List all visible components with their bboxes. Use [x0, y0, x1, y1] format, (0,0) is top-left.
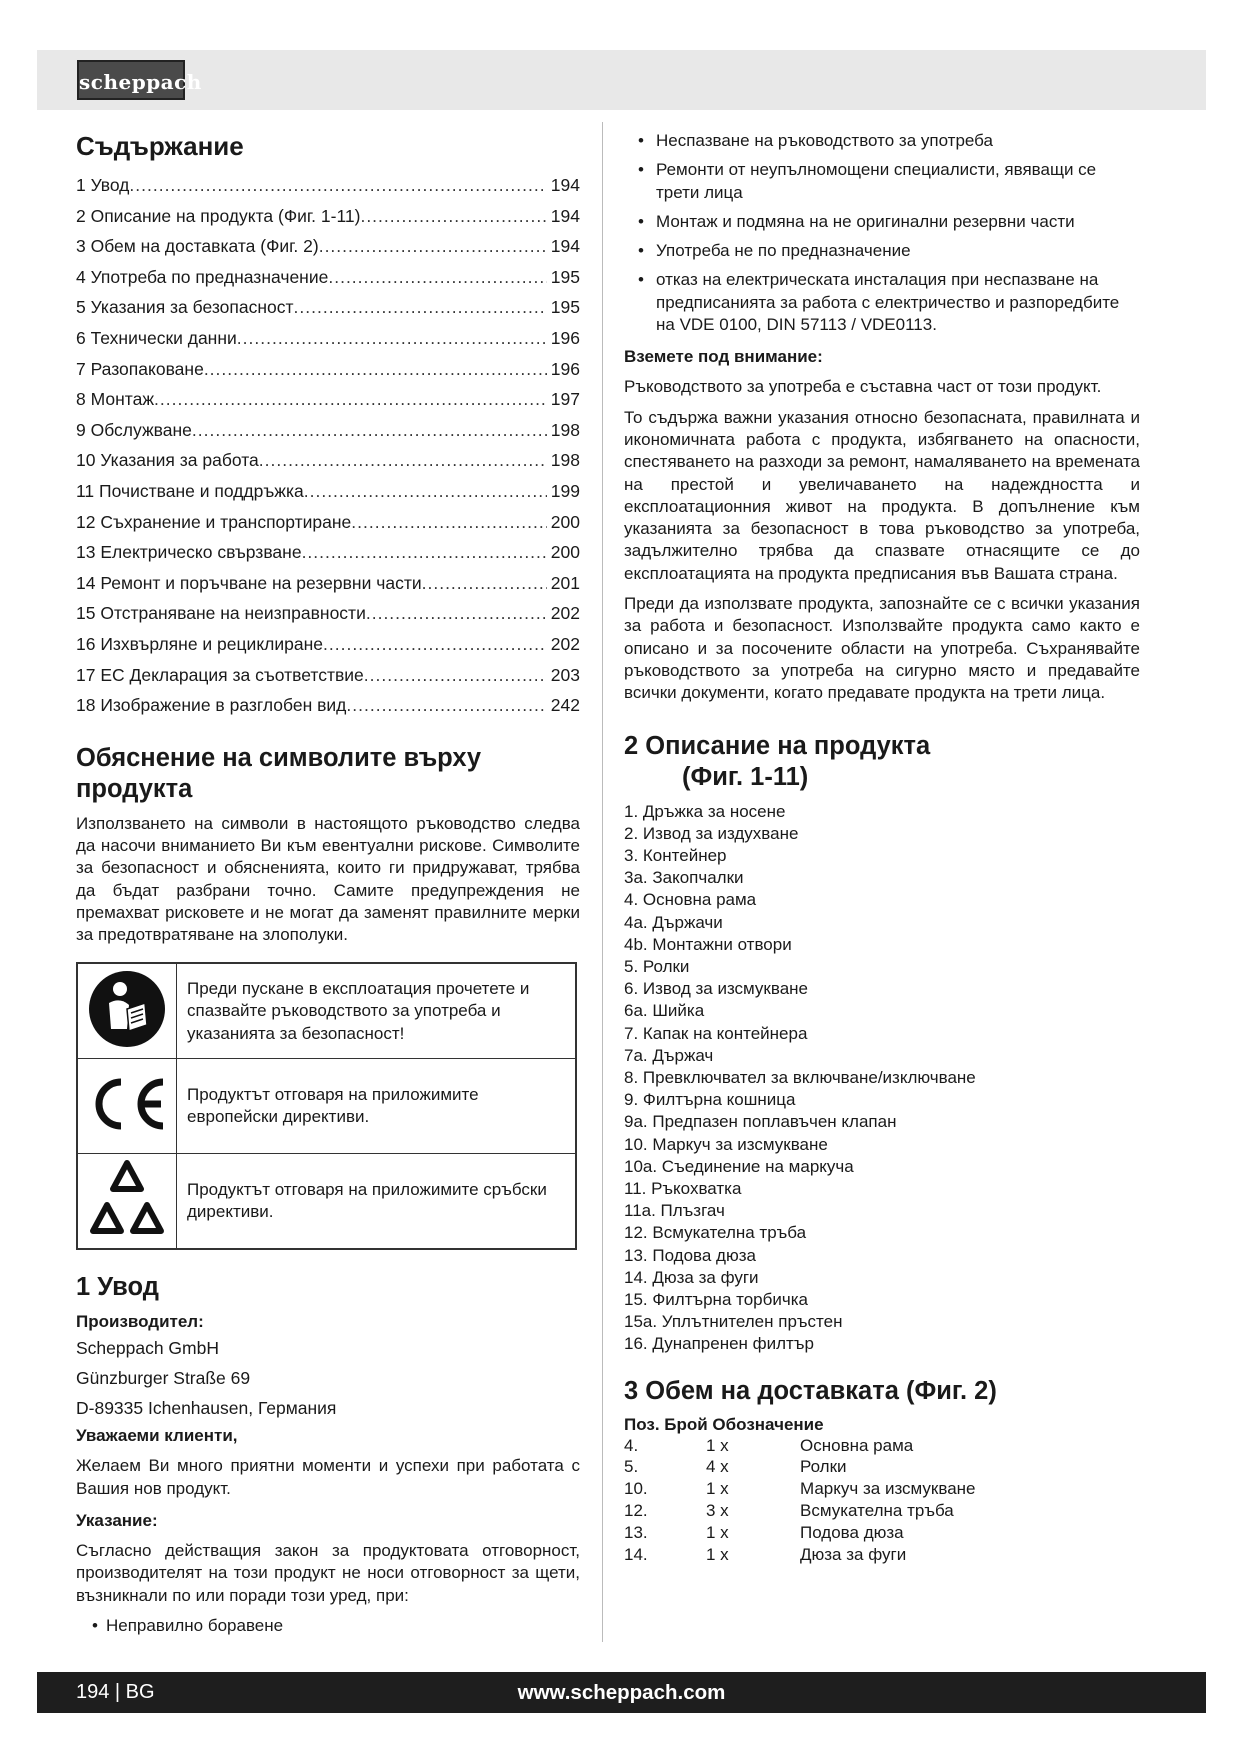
- attention-label: Вземете под внимание:: [624, 347, 823, 367]
- toc-item[interactable]: 14 Ремонт и поръчване на резервни части ..... 201: [76, 568, 580, 599]
- list-item: • Монтаж и подмяна на не оригинални резервни части: [624, 211, 1140, 233]
- list-item: 4. Основна рама: [624, 890, 757, 910]
- list-item: • отказ на електрическата инсталация при неспазване на предписанията за работа с електричество и разпоредбите на VDE 0100, DIN 57113 / VDE0113.: [624, 269, 1140, 336]
- toc-item[interactable]: 8 Монтаж ..... 197: [76, 384, 580, 415]
- symbols-intro: Използването на символи в настоящото ръководство следва да насочи вниманието Ви към евентуални рискове. Символите за безопасност и обясненията, които ги придружават, трябва да бъдат разбрани точно. Самите предупреждения не премахват рисковете и не могат да заменят правилните мерки за предотвратяване на злополуки.: [76, 813, 580, 945]
- supply-table-header: Поз. Брой Обозначение: [624, 1414, 824, 1434]
- list-item: 9a. Предпазен поплавъчен клапан: [624, 1112, 897, 1132]
- toc-item[interactable]: 12 Съхранение и транспортиране ..... 200: [76, 507, 580, 538]
- scheppach-logo: scheppach: [77, 60, 185, 100]
- list-item: 4b. Монтажни отвори: [624, 934, 792, 954]
- list-item: 11. Ръкохватка: [624, 1178, 742, 1198]
- list-item: 10. Маркуч за изсмукване: [624, 1134, 828, 1154]
- list-item: • Ремонти от неупълномощени специалисти, явяващи се трети лица: [624, 159, 1140, 204]
- read-manual-icon: [77, 963, 177, 1059]
- symbol-row: [77, 1154, 576, 1250]
- list-item: 11a. Плъзгач: [624, 1201, 725, 1221]
- symbol-text: Продуктът отговаря на приложимите сръбски директиви.: [177, 1154, 577, 1250]
- website-link[interactable]: www.scheppach.com: [517, 1681, 726, 1704]
- note-text: Съгласно действащия закон за продуктовата отговорност, производителят на този продукт не носи отговорност за щети, възникнали по или поради този уред, при:: [76, 1541, 580, 1605]
- list-item: 12. Всмукателна тръба: [624, 1223, 807, 1243]
- page-number: 194 | BG: [76, 1681, 155, 1703]
- liability-list-left: [76, 1615, 580, 1637]
- toc-item[interactable]: 5 Указания за безопасност ..... 195: [76, 292, 580, 323]
- attention-text: Преди да използвате продукта, запознайте се с всички указания за работа и безопасност. Използвайте продукта само както е описано и за посочените области на употреба. Съхранявайте ръководството за употреба на сигурно място и предавайте всички документи, когато предавате продукта на трети лица.: [624, 594, 1140, 703]
- toc-title: Съдържание: [76, 131, 244, 161]
- list-item: 15. Филтърна торбичка: [624, 1290, 808, 1309]
- attention-text: Ръководството за употреба е съставна част от този продукт.: [624, 377, 1102, 397]
- toc-item[interactable]: 10 Указания за работа ..... 198: [76, 445, 580, 476]
- toc-item[interactable]: 7 Разопаковане ..... 196: [76, 354, 580, 385]
- liability-list-right: [624, 130, 1140, 336]
- manufacturer-label: Производител:: [76, 1312, 204, 1332]
- right-column: [624, 130, 1140, 1565]
- list-item: • Неправилно боравене: [76, 1615, 580, 1637]
- toc-item[interactable]: 1 Увод ..... 194: [76, 170, 580, 201]
- supply-heading: 3 Обем на доставката (Фиг. 2): [624, 1376, 997, 1405]
- ce-mark-icon: [77, 1059, 177, 1154]
- left-column: [76, 125, 580, 1637]
- note-label: Указание:: [76, 1511, 158, 1531]
- toc-item[interactable]: 18 Изображение в разглобен вид ..... 242: [76, 690, 580, 721]
- list-item: 6. Извод за изсмукване: [624, 979, 809, 999]
- list-item: 7a. Държач: [624, 1045, 714, 1065]
- toc-item[interactable]: 11 Почистване и поддръжка ..... 199: [76, 476, 580, 507]
- toc-item[interactable]: 16 Изхвърляне и рециклиране ..... 202: [76, 629, 580, 660]
- list-item: 3a. Закопчалки: [624, 868, 744, 888]
- list-item: 5. Ролки: [624, 956, 690, 976]
- toc-list: [76, 170, 580, 721]
- toc-item[interactable]: 15 Отстраняване на неизправности ..... 202: [76, 598, 580, 629]
- list-item: 10a. Съединение на маркуча: [624, 1156, 854, 1176]
- list-item: 4a. Държачи: [624, 912, 723, 932]
- supply-table: [624, 1435, 1140, 1566]
- list-item: 8. Превключвател за включване/изключване: [624, 1067, 976, 1087]
- toc-item[interactable]: 3 Обем на доставката (Фиг. 2) ..... 194: [76, 231, 580, 262]
- intro-heading: 1 Увод: [76, 1273, 159, 1302]
- symbol-text: Преди пускане в експлоатация прочетете и спазвайте ръководството за употреба и указанията за безопасност!: [177, 963, 577, 1059]
- table-row: 4. 1 x Основна рама: [624, 1435, 914, 1455]
- symbol-row: [77, 1059, 576, 1154]
- table-row: 10. 1 x Маркуч за изсмукване: [624, 1479, 976, 1499]
- attention-text: То съдържа важни указания относно безопасната, правилната и икономичната работа с продукта, избягването на опасности, спестяването на разходи за ремонт, намаляването на времената на престой и увеличаването на надеждността и експлоатационния живот на продукта. В допълнение към указанията за безопасност в това ръководство за употреба, задължително трябва да спазвате отнасящите се до експлоатацията на продукта предписания във Вашата страна.: [624, 407, 1140, 583]
- list-item: 9. Филтърна кошница: [624, 1090, 796, 1110]
- symbol-text: Продуктът отговаря на приложимите европейски директиви.: [177, 1059, 577, 1154]
- list-item: 16. Дунапренен филтър: [624, 1334, 814, 1354]
- list-item: • Употреба не по предназначение: [624, 240, 1140, 262]
- list-item: 15a. Уплътнителен пръстен: [624, 1312, 843, 1332]
- parts-list: [624, 801, 1140, 1356]
- list-item: 2. Извод за издухване: [624, 823, 799, 843]
- column-divider: [602, 122, 603, 1642]
- list-item: 7. Капак на контейнера: [624, 1023, 808, 1043]
- table-row: 12. 3 x Всмукателна тръба: [624, 1501, 954, 1520]
- manufacturer-line: Günzburger Straße 69: [76, 1368, 251, 1389]
- list-item: 14. Дюза за фуги: [624, 1267, 759, 1287]
- toc-item[interactable]: 9 Обслужване ..... 198: [76, 415, 580, 446]
- toc-item[interactable]: 2 Описание на продукта (Фиг. 1-11) ..... 194: [76, 201, 580, 232]
- table-row: 5. 4 x Ролки: [624, 1457, 847, 1477]
- symbols-heading: Обяснение на символите върху продукта: [76, 743, 482, 803]
- symbol-row: [77, 963, 576, 1059]
- list-item: 1. Дръжка за носене: [624, 801, 786, 821]
- manufacturer-line: Scheppach GmbH: [76, 1338, 219, 1359]
- dear-customers-label: Уважаеми клиенти,: [76, 1426, 238, 1446]
- list-item: • Неспазване на ръководството за употреба: [624, 130, 1140, 152]
- manufacturer-line: D-89335 Ichenhausen, Германия: [76, 1398, 337, 1419]
- table-row: 14. 1 x Дюза за фуги: [624, 1544, 907, 1564]
- list-item: 13. Подова дюза: [624, 1245, 756, 1265]
- list-item: 3. Контейнер: [624, 845, 727, 865]
- table-row: 13. 1 x Подова дюза: [624, 1522, 904, 1542]
- serbian-conformity-icon: [77, 1154, 177, 1250]
- page-footer: [37, 1672, 1206, 1713]
- toc-item[interactable]: 13 Електрическо свързване ..... 200: [76, 537, 580, 568]
- toc-item[interactable]: 6 Технически данни ..... 196: [76, 323, 580, 354]
- toc-item[interactable]: 4 Употреба по предназначение ..... 195: [76, 262, 580, 293]
- page-header: [37, 50, 1206, 110]
- wish-text: Желаем Ви много приятни моменти и успехи при работата с Вашия нов продукт.: [76, 1456, 580, 1498]
- product-desc-heading: 2 Описание на продукта (Фиг. 1-11): [624, 731, 931, 791]
- toc-item[interactable]: 17 ЕС Декларация за съответствие ..... 203: [76, 660, 580, 691]
- list-item: 6a. Шийка: [624, 1001, 705, 1021]
- symbols-table: [76, 962, 577, 1250]
